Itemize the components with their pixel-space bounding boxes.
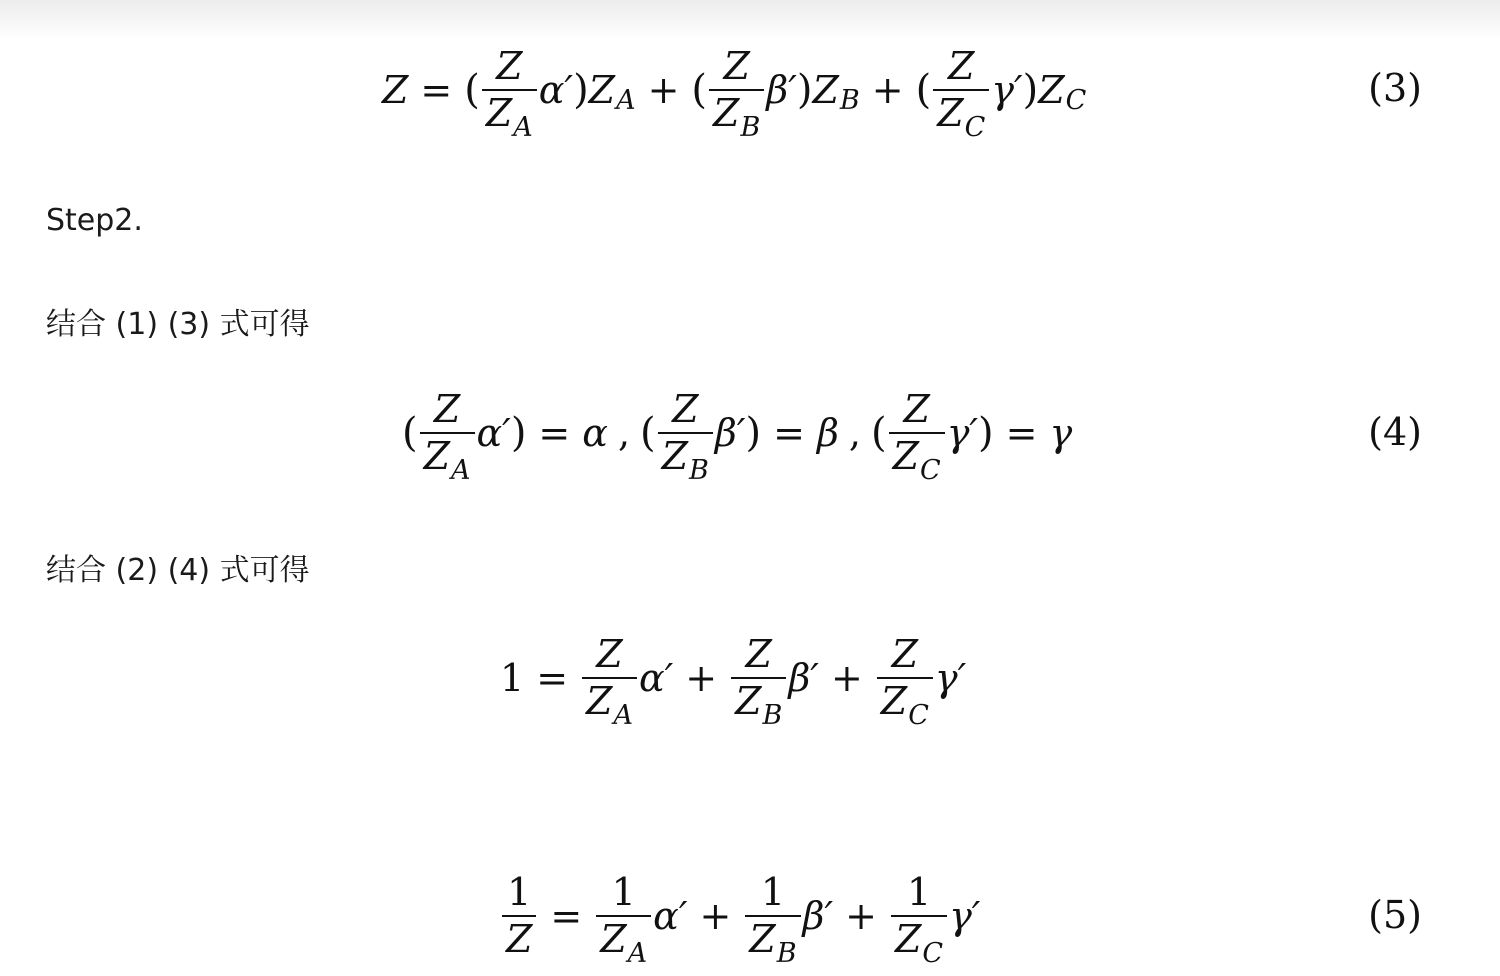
fraction-1-over-zc: $\frac{1}{Z_C}$ bbox=[891, 872, 947, 961]
fraction-1-over-za: $\frac{1}{Z_A}$ bbox=[596, 872, 651, 961]
fraction-1-over-zb: $\frac{1}{Z_B}$ bbox=[745, 872, 800, 961]
fraction-z-over-zc: $\frac{Z}{Z_C}$ bbox=[877, 634, 933, 723]
equation-number-4: (4) bbox=[1368, 410, 1422, 454]
equation-3: Z = ( $\frac{Z}{Z_A}$ α′ ) Z A + ( $\frac{Z}{Z_B}$ β′ ) Z B + ( $\frac{Z}{Z_C}$ γ′ ) Z C bbox=[382, 43, 1087, 143]
fraction-z-over-zc: $\frac{Z}{Z_C}$ bbox=[933, 46, 989, 135]
combine-1-3-text: 结合 (1) (3) 式可得 bbox=[46, 307, 310, 342]
fraction-z-over-za: $\frac{Z}{Z_A}$ bbox=[420, 389, 475, 478]
equation-sum-unity: 1 = $\frac{Z}{Z_A}$ α′ + $\frac{Z}{Z_B}$ β′ + $\frac{Z}{Z_C}$ γ′ bbox=[500, 631, 967, 731]
equation-number-3: (3) bbox=[1368, 66, 1422, 110]
fraction-z-over-za: $\frac{Z}{Z_A}$ bbox=[482, 46, 537, 135]
combine-2-4-text: 结合 (2) (4) 式可得 bbox=[46, 553, 310, 588]
fraction-1-over-z: $\frac{1}{Z}$ bbox=[502, 872, 536, 961]
equation-4: ( $\frac{Z}{Z_A}$ α′ ) = α , ( $\frac{Z}{Z_B}$ β′ ) = β , ( $\frac{Z}{Z_C}$ γ′ ) = γ bbox=[402, 386, 1073, 486]
equation-number-5: (5) bbox=[1368, 893, 1422, 937]
fraction-z-over-za: $\frac{Z}{Z_A}$ bbox=[582, 634, 637, 723]
fraction-z-over-zc: $\frac{Z}{Z_C}$ bbox=[889, 389, 945, 478]
fraction-z-over-zb: $\frac{Z}{Z_B}$ bbox=[731, 634, 786, 723]
step-label: Step2. bbox=[46, 203, 143, 238]
equation-5: $\frac{1}{Z}$ = $\frac{1}{Z_A}$ α′ + $\frac{1}{Z_B}$ β′ + $\frac{1}{Z_C}$ γ′ bbox=[500, 856, 980, 976]
fraction-z-over-zb: $\frac{Z}{Z_B}$ bbox=[658, 389, 713, 478]
fraction-z-over-zb: $\frac{Z}{Z_B}$ bbox=[709, 46, 764, 135]
